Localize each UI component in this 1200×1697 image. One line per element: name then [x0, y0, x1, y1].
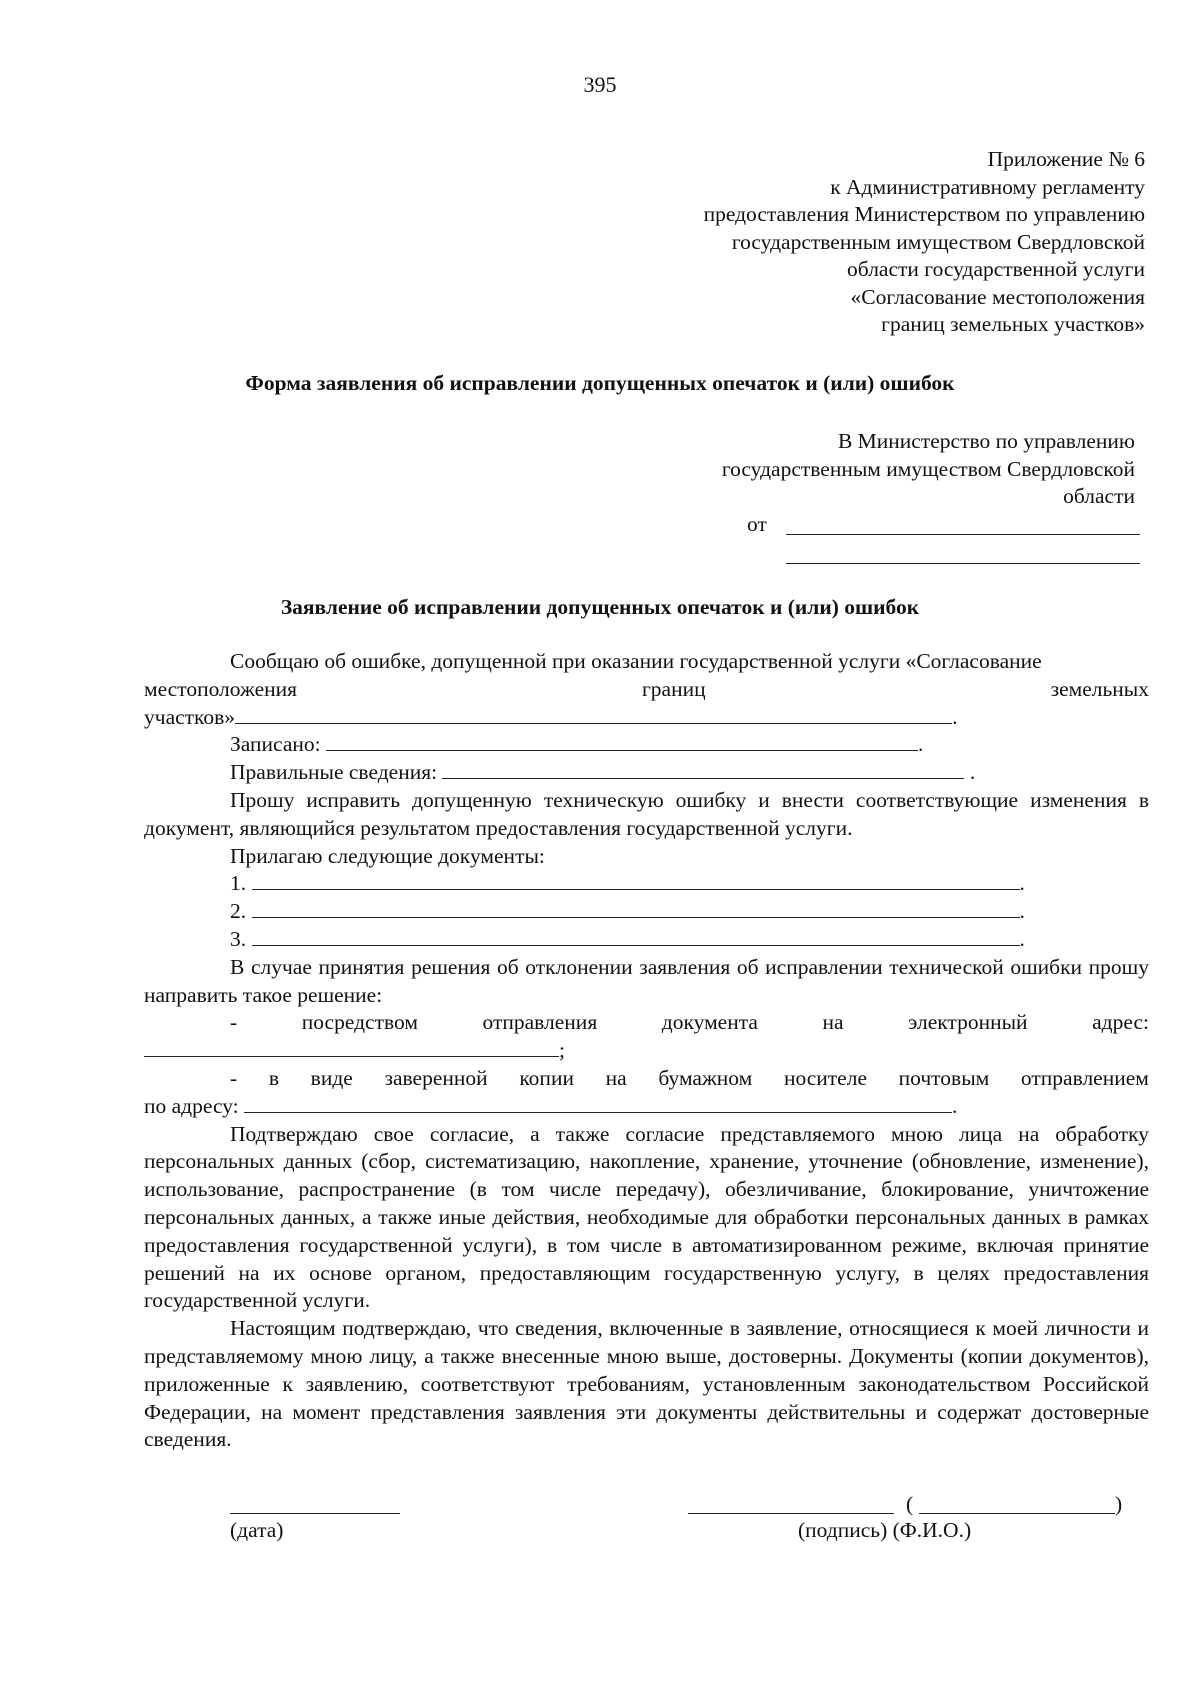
email-field[interactable]: [144, 1037, 559, 1057]
word: в: [268, 1065, 279, 1090]
period: .: [918, 732, 924, 757]
statement-title: Заявление об исправлении допущенных опечаток и (или) ошибок: [280, 595, 920, 619]
attachment-row: [144, 898, 1149, 926]
error-line-3: [144, 704, 1149, 732]
word: бумажном: [658, 1065, 753, 1090]
period: .: [1019, 926, 1025, 951]
email-line: [144, 1009, 1149, 1037]
rejection-paragraph: В случае принятия решения об отклонении заявления об исправлении технической ошибки прошу направить такое решение:: [144, 954, 1149, 1007]
attachment-number: 1.: [230, 871, 247, 896]
word: заверенной: [384, 1065, 488, 1090]
open-paren: (: [906, 1492, 914, 1516]
recorded-field[interactable]: [326, 731, 918, 751]
correct-field[interactable]: [442, 759, 964, 779]
page-number: 395: [583, 72, 617, 97]
error-description-field[interactable]: [235, 704, 952, 724]
signature-label: (подпись) (Ф.И.О.): [798, 1518, 972, 1542]
from-field-line-1[interactable]: [786, 534, 1140, 535]
appendix-line: границ земельных участков»: [881, 312, 1145, 336]
word: отправления: [482, 1010, 598, 1035]
word: местоположения: [144, 676, 298, 701]
attachment-number: 2.: [230, 899, 247, 924]
attachment-row: [144, 926, 1149, 954]
appendix-line: «Согласование местоположения: [850, 284, 1145, 309]
attachment-row: [144, 870, 1149, 898]
attachment-field-2[interactable]: [252, 898, 1020, 918]
word: на: [605, 1065, 627, 1090]
word: копии: [519, 1065, 574, 1090]
word: -: [230, 1010, 238, 1035]
attachment-field-1[interactable]: [252, 870, 1020, 890]
word: электронный: [908, 1010, 1028, 1035]
error-line-1: Сообщаю об ошибке, допущенной при оказании государственной услуги «Согласование: [230, 649, 1042, 673]
appendix-line: предоставления Министерством по управлению: [703, 202, 1145, 226]
from-label: от: [747, 512, 767, 536]
postal-address-field[interactable]: [244, 1093, 952, 1113]
word: границ: [641, 676, 706, 701]
attach-label: Прилагаю следующие документы:: [230, 843, 545, 868]
word: виде: [310, 1065, 353, 1090]
period: .: [1019, 871, 1025, 896]
word: на: [822, 1010, 844, 1035]
appendix-line: государственным имуществом Свердловской: [731, 229, 1145, 254]
consent-paragraph: Подтверждаю свое согласие, а также согласие представляемого мною лица на обработку персональных данных (сбор, систематизацию, накопление, хранение, уточнение (обновление, изменение), использование, распространение (в том числе передачу), обезличивание, блокирование, уничтожение персональных данных, а также иные действия, необходимые для обработки персональных данных в рамках предоставления государственной услуги), в том числе в автоматизированном режиме, включая принятие решений на их основе органом, предоставляющим государственную услугу, в целях предоставления государственной услуги.: [144, 1121, 1149, 1313]
email-field-row: [144, 1037, 1149, 1065]
attachment-field-3[interactable]: [252, 926, 1020, 946]
postal-prefix: по адресу:: [144, 1093, 239, 1118]
from-field-line-2[interactable]: [786, 563, 1140, 564]
correct-end: .: [964, 760, 976, 785]
error-line-3-prefix: участков»: [144, 704, 236, 729]
form-title: Форма заявления об исправлении допущенных опечаток и (или) ошибок: [245, 371, 955, 395]
word: адрес:: [1092, 1010, 1149, 1035]
word: земельных: [1050, 676, 1149, 701]
recorded-row: [144, 731, 1149, 759]
addressee-line: государственным имуществом Свердловской: [721, 456, 1135, 481]
word: посредством: [301, 1010, 418, 1035]
date-label: (дата): [230, 1518, 284, 1542]
period: .: [1019, 899, 1025, 924]
appendix-line: Приложение № 6: [987, 147, 1145, 171]
word: отправлением: [1020, 1065, 1149, 1090]
postal-line: [144, 1065, 1149, 1093]
confirm-paragraph: Настоящим подтверждаю, что сведения, включенные в заявление, относящиеся к моей личности и представляемому мною лицу, а также внесенные мною выше, достоверны. Документы (копии документов), приложенные к заявлению, соответствуют требованиям, установленным законодательством Российской Федерации, на момент представления заявления эти документы действительны и содержат достоверные сведения.: [144, 1316, 1149, 1452]
attachment-number: 3.: [230, 926, 247, 951]
correct-row: [144, 759, 1149, 787]
word: носителе: [783, 1065, 867, 1090]
statement-body: [144, 648, 1149, 1454]
request-paragraph: Прошу исправить допущенную техническую ошибку и внести соответствующие изменения в документ, являющийся результатом предоставления государственной услуги.: [144, 787, 1149, 840]
appendix-line: к Административному регламенту: [830, 174, 1145, 199]
postal-row: [144, 1093, 1149, 1121]
error-line-2: [144, 676, 1149, 704]
word: документа: [661, 1010, 758, 1035]
recorded-label: Записано:: [230, 732, 321, 757]
appendix-block: [585, 146, 1145, 339]
date-field[interactable]: [230, 1513, 400, 1514]
word: почтовым: [898, 1065, 990, 1090]
addressee-block: [575, 428, 1135, 511]
addressee-line: В Министерство по управлению: [837, 429, 1135, 453]
correct-label: Правильные сведения:: [230, 760, 438, 785]
addressee-line: области: [1063, 484, 1135, 508]
semicolon: ;: [559, 1038, 565, 1063]
full-name-field[interactable]: [919, 1513, 1115, 1514]
word: -: [230, 1065, 238, 1090]
close-paren: ): [1115, 1492, 1123, 1516]
signature-field[interactable]: [688, 1513, 894, 1514]
period: .: [952, 704, 958, 729]
appendix-line: области государственной услуги: [847, 257, 1145, 281]
period: .: [952, 1093, 958, 1118]
